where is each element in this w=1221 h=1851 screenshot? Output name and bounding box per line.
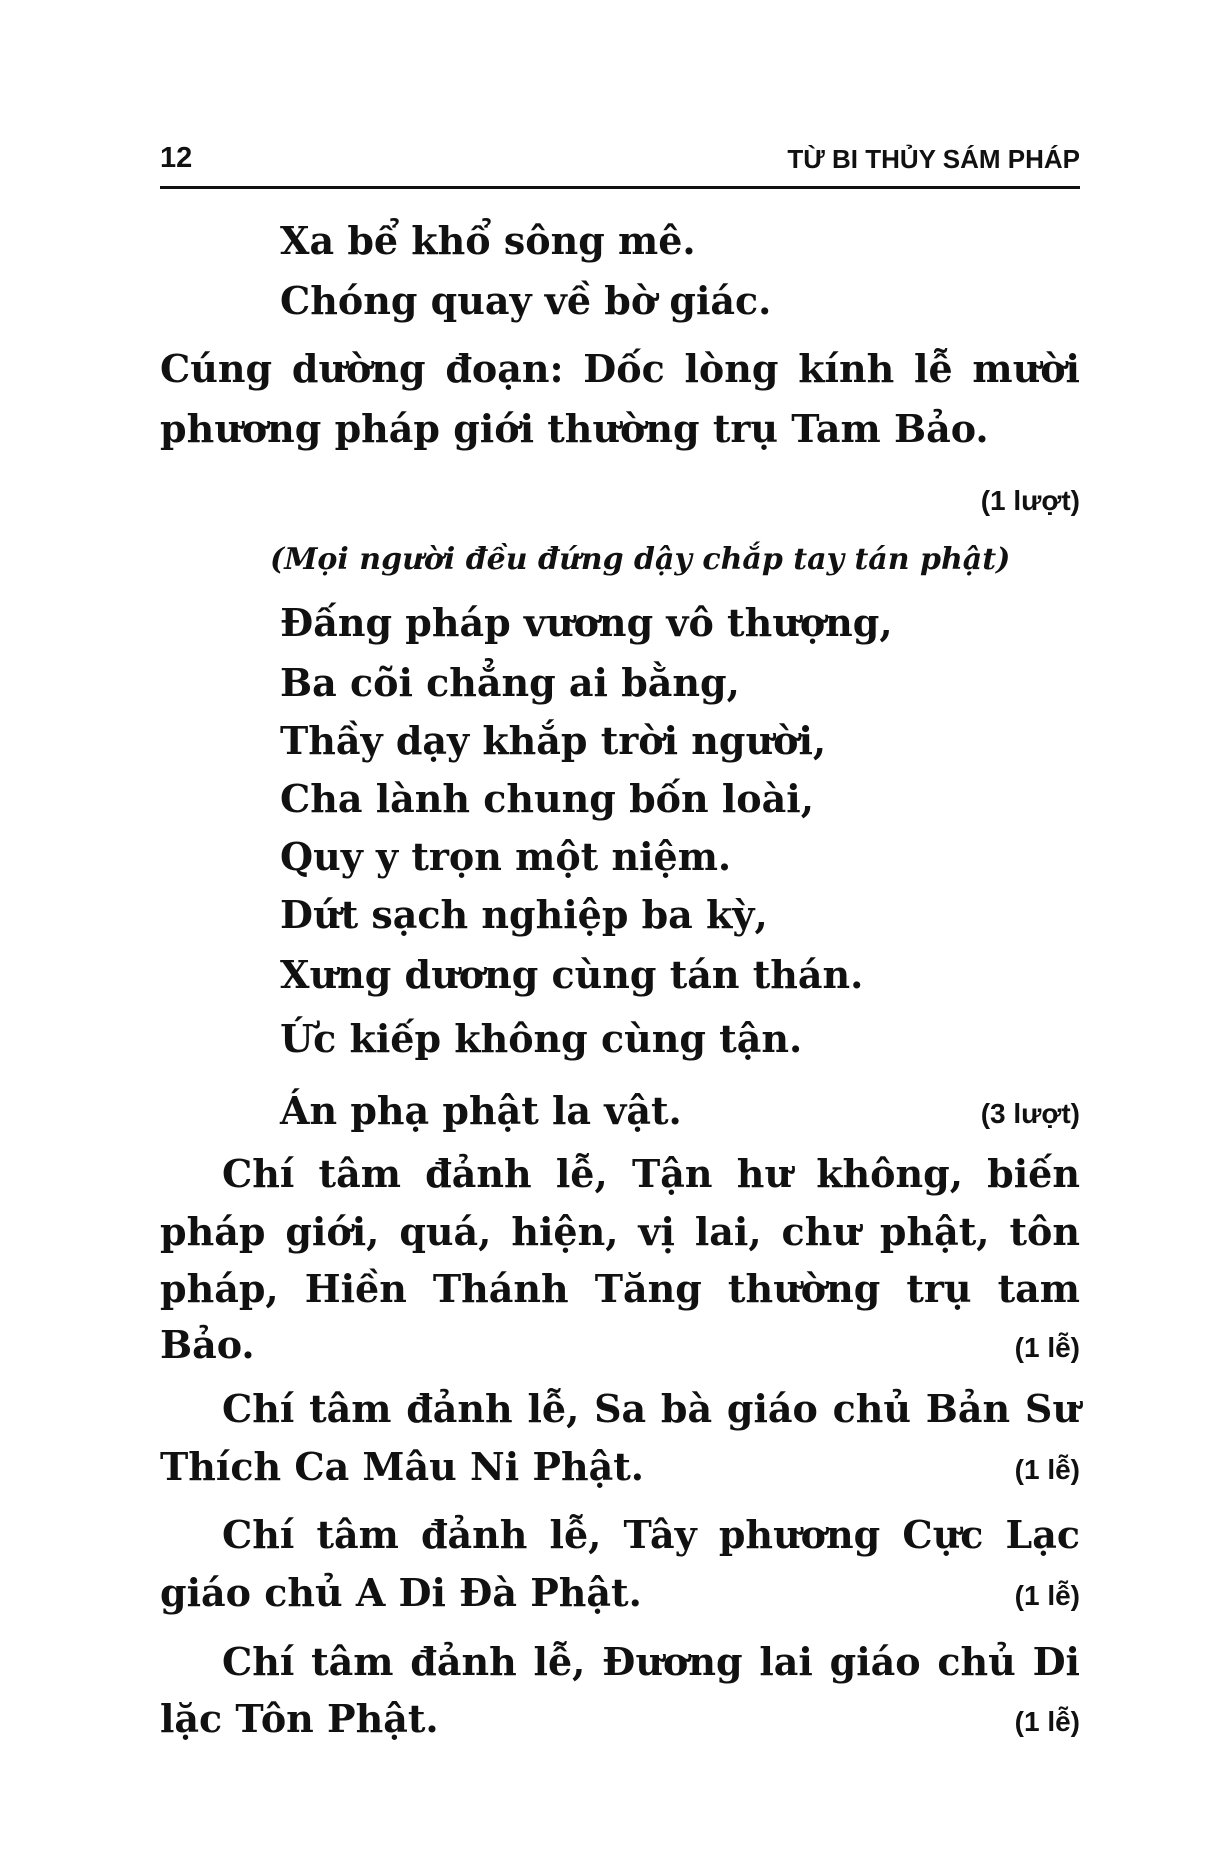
running-title: TỪ BI THỦY SÁM PHÁP bbox=[787, 144, 1080, 174]
bow-note: (1 lễ) bbox=[1014, 1706, 1080, 1737]
prostration-line: Chí tâm đảnh lễ, Tận hư không, biến bbox=[222, 1151, 1080, 1196]
prostration-line: Chí tâm đảnh lễ, Sa bà giáo chủ Bản Sư bbox=[222, 1386, 1080, 1431]
prostration-line: Chí tâm đảnh lễ, Tây phương Cực Lạc bbox=[222, 1512, 1080, 1557]
mantra-line: Án phạ phật la vật. bbox=[280, 1088, 682, 1133]
repeat-note: (1 lượt) bbox=[980, 485, 1080, 516]
verse-line: Xa bể khổ sông mê. bbox=[280, 218, 696, 263]
prostration-line: Thích Ca Mâu Ni Phật. bbox=[160, 1444, 644, 1489]
verse-line: Thầy dạy khắp trời người, bbox=[280, 718, 827, 763]
instruction-text: (Mọi người đều đứng dậy chắp tay tán phật) bbox=[270, 542, 1011, 577]
prostration-line: Chí tâm đảnh lễ, Đương lai giáo chủ Di bbox=[222, 1639, 1080, 1684]
page-number: 12 bbox=[160, 142, 193, 174]
bow-note: (1 lễ) bbox=[1014, 1454, 1080, 1485]
verse-line: Ức kiếp không cùng tận. bbox=[280, 1016, 803, 1061]
repeat-note: (3 lượt) bbox=[980, 1098, 1080, 1129]
prostration-line: pháp, Hiền Thánh Tăng thường trụ tam bbox=[160, 1266, 1080, 1311]
offering-line: Cúng dường đoạn: Dốc lòng kính lễ mười bbox=[160, 346, 1080, 391]
verse-line: Xưng dương cùng tán thán. bbox=[280, 952, 864, 997]
bow-note: (1 lễ) bbox=[1014, 1332, 1080, 1363]
verse-line: Cha lành chung bốn loài, bbox=[280, 776, 814, 821]
prostration-line: lặc Tôn Phật. bbox=[160, 1696, 439, 1741]
verse-line: Ba cõi chẳng ai bằng, bbox=[280, 660, 740, 705]
verse-line: Dứt sạch nghiệp ba kỳ, bbox=[280, 892, 768, 937]
bow-note: (1 lễ) bbox=[1014, 1580, 1080, 1611]
prostration-line: pháp giới, quá, hiện, vị lai, chư phật, tôn bbox=[160, 1209, 1080, 1254]
prostration-line: giáo chủ A Di Đà Phật. bbox=[160, 1570, 642, 1615]
prostration-line: Bảo. bbox=[160, 1322, 255, 1367]
verse-line: Chóng quay về bờ giác. bbox=[280, 278, 772, 323]
offering-line: phương pháp giới thường trụ Tam Bảo. bbox=[160, 406, 989, 451]
verse-line: Đấng pháp vương vô thượng, bbox=[280, 600, 893, 645]
page-header bbox=[160, 140, 1080, 189]
verse-line: Quy y trọn một niệm. bbox=[280, 834, 732, 879]
